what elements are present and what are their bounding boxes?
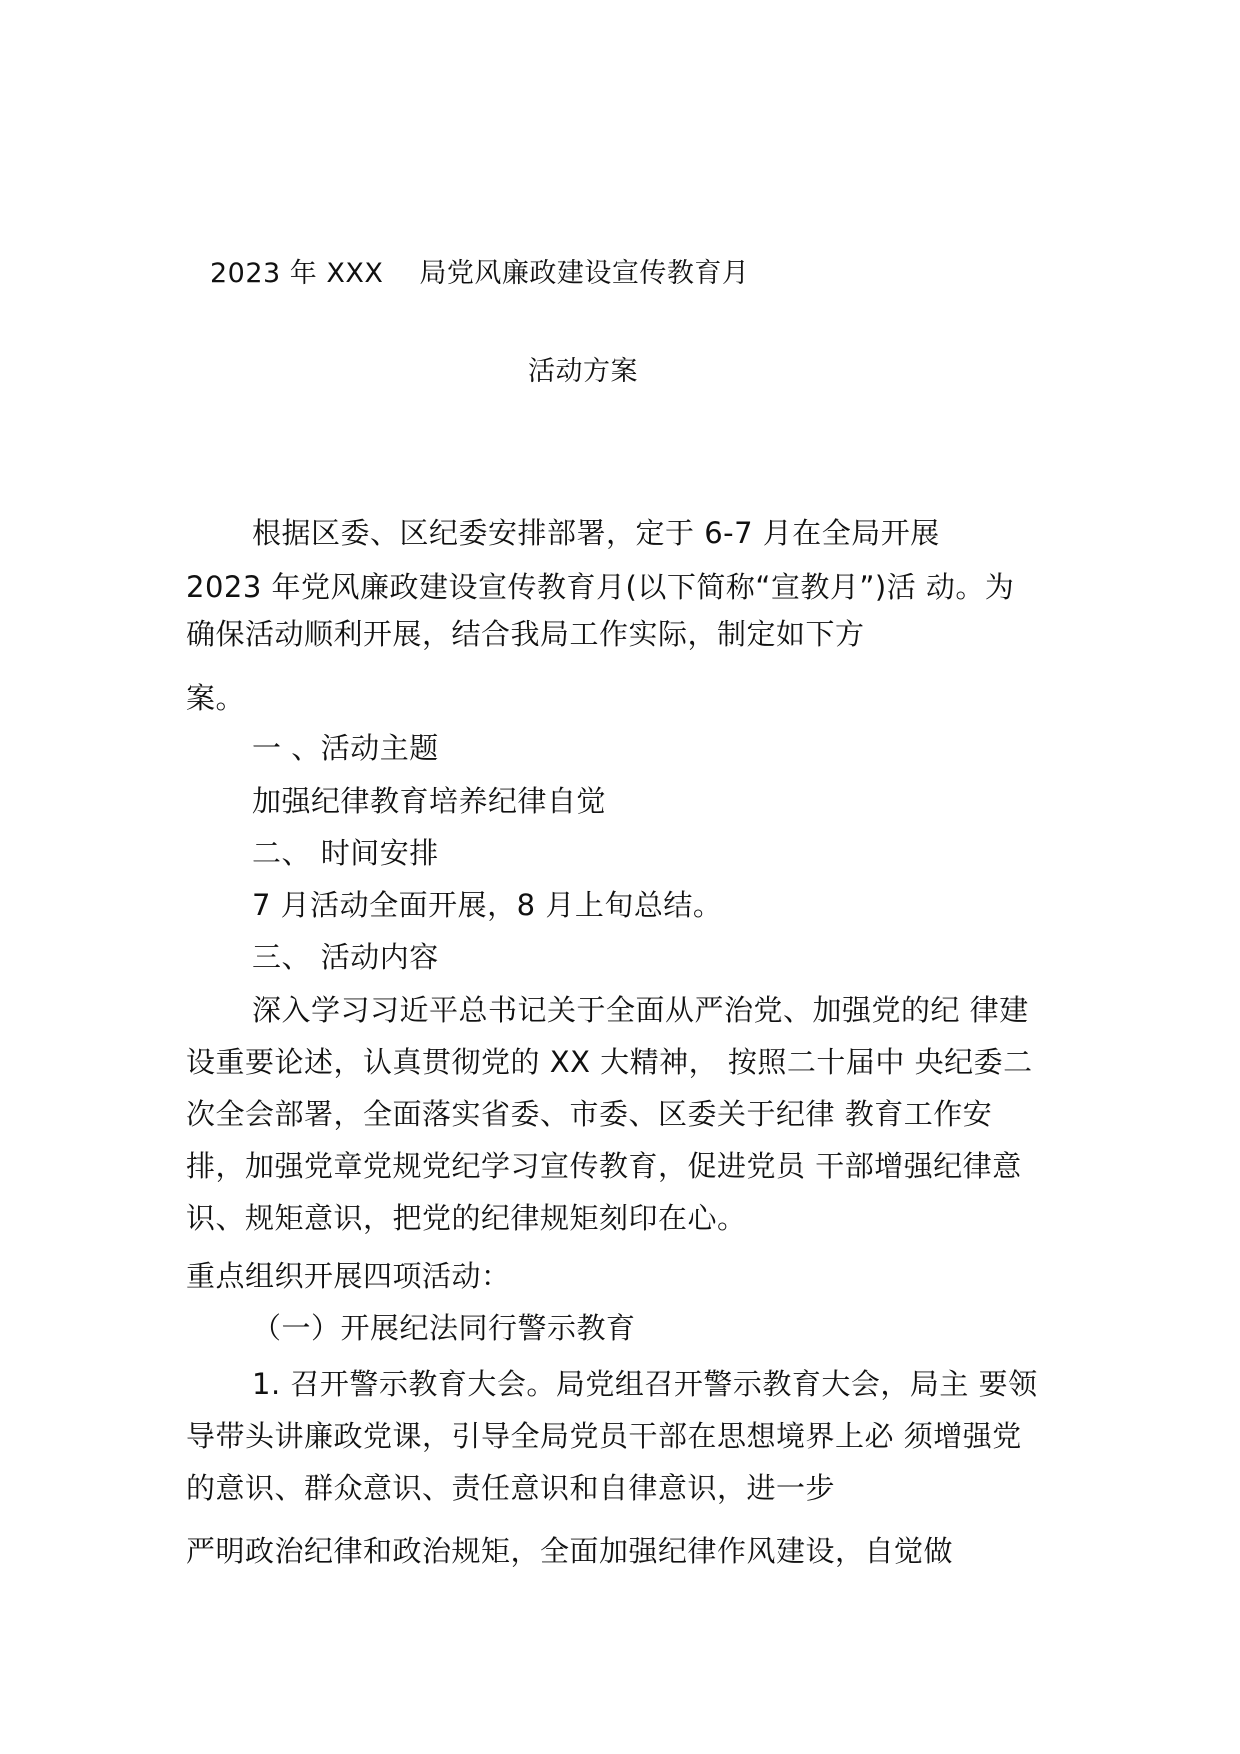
intro-line-1: 根据区委、区纪委安排部署，定于 6-7 月在全局开展 (252, 516, 940, 550)
document-title-line2: 活动方案 (528, 356, 638, 387)
section3-heading: 三、 活动内容 (252, 940, 439, 974)
intro-line-4: 案。 (186, 681, 246, 715)
section2-heading: 二、 时间安排 (252, 836, 439, 870)
section3-line-5: 识、规矩意识，把党的纪律规矩刻印在心。 (186, 1201, 747, 1235)
document-title-line1 (210, 256, 749, 292)
title-year-part: 2023 年 XXX (210, 258, 384, 289)
section3-line-4: 排，加强党章党规党纪学习宣传教育，促进党员 干部增强纪律意 (186, 1149, 1022, 1183)
section3-line-3: 次全会部署，全面落实省委、市委、区委关于纪律 教育工作安 (186, 1097, 993, 1131)
section3-line-1: 深入学习习近平总书记关于全面从严治党、加强党的纪 律建 (252, 993, 1029, 1027)
section3-line-2: 设重要论述，认真贯彻党的 XX 大精神， 按照二十届中 央纪委二 (186, 1045, 1033, 1079)
subsection1-heading: （一）开展纪法同行警示教育 (252, 1311, 636, 1345)
title-main-part: 局党风廉政建设宣传教育月 (419, 258, 750, 289)
subsection1-item1-line-4: 严明政治纪律和政治规矩，全面加强纪律作风建设，自觉做 (186, 1534, 954, 1568)
subsection1-item1-line-1: 1. 召开警示教育大会。局党组召开警示教育大会，局主 要领 (252, 1367, 1038, 1401)
intro-line-3: 确保活动顺利开展，结合我局工作实际，制定如下方 (186, 617, 865, 651)
section1-heading: 一 、活动主题 (252, 731, 439, 765)
intro-line-2: 2023 年党风廉政建设宣传教育月(以下简称“宣教月”)活 动。为 (186, 570, 1015, 604)
section1-body: 加强纪律教育培养纪律自觉 (252, 784, 607, 818)
subsection1-item1-line-2: 导带头讲廉政党课，引导全局党员干部在思想境界上必 须增强党 (186, 1419, 1022, 1453)
section2-body: 7 月活动全面开展，8 月上旬总结。 (252, 888, 723, 922)
section3-focus-line: 重点组织开展四项活动： (186, 1259, 511, 1293)
subsection1-item1-line-3: 的意识、群众意识、责任意识和自律意识，进一步 (186, 1471, 836, 1505)
